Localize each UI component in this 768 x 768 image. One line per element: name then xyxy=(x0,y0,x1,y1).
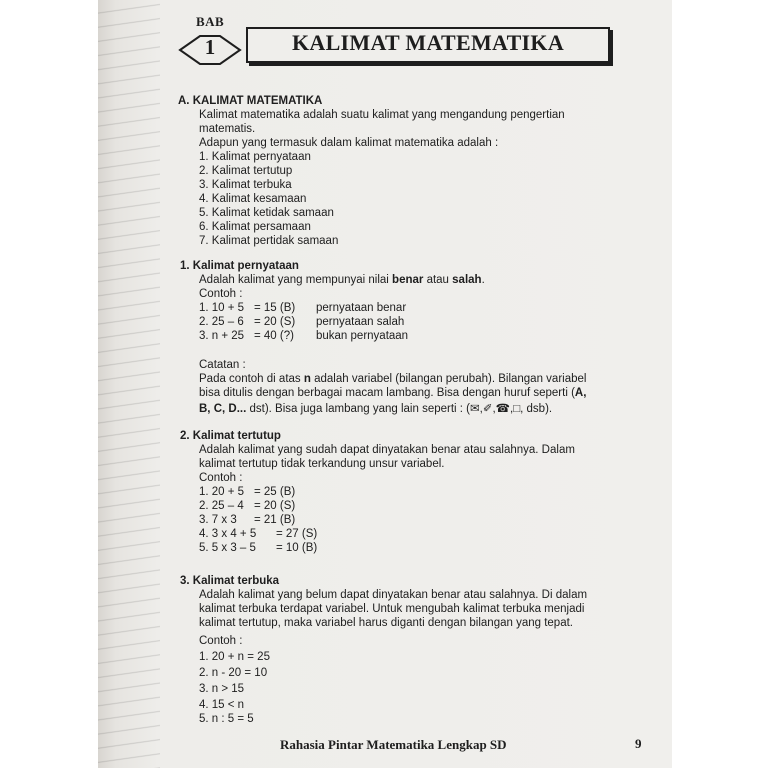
example-note: pernyataan salah xyxy=(316,316,405,328)
example-result: = 27 (S) xyxy=(276,528,318,540)
example-result: = 10 (B) xyxy=(276,542,318,554)
section-a-line: Adapun yang termasuk dalam kalimat matematika adalah : xyxy=(199,137,499,149)
example-equation: 5. n : 5 = 5 xyxy=(199,713,254,725)
list-item: 1. Kalimat pernyataan xyxy=(199,151,311,163)
bab-label: BAB xyxy=(196,14,225,29)
example-equation: 3. n > 15 xyxy=(199,683,245,695)
catatan-text: dsb). xyxy=(523,403,553,415)
example-result: = 25 (B) xyxy=(254,486,296,498)
section-3-line: Adalah kalimat yang belum dapat dinyatakan benar atau salahnya. Di dalam xyxy=(199,589,588,601)
section-2-heading: 2. Kalimat tertutup xyxy=(180,430,281,442)
list-item: 4. Kalimat kesamaan xyxy=(199,193,307,205)
book-page xyxy=(98,0,672,768)
definition-text: atau xyxy=(423,274,453,286)
catatan-text: adalah variabel (bilangan perubah). Bilangan variabel xyxy=(310,373,587,385)
example-result: = 20 (S) xyxy=(254,316,296,328)
section-a-line: Kalimat matematika adalah suatu kalimat yang mengandung pengertian xyxy=(199,109,565,121)
catatan-label: Catatan : xyxy=(199,359,246,371)
example-expression: 2. 25 – 4 xyxy=(199,500,244,512)
list-item: 7. Kalimat pertidak samaan xyxy=(199,235,339,247)
example-result: = 20 (S) xyxy=(254,500,296,512)
chapter-title: KALIMAT MATEMATIKA xyxy=(291,30,565,55)
section-3-line: kalimat terbuka terdapat variabel. Untuk mengubah kalimat terbuka menjadi xyxy=(199,603,585,615)
section-3-line: kalimat tertutup, maka variabel harus diganti dengan bilangan yang tepat. xyxy=(199,617,573,629)
list-item: 6. Kalimat persamaan xyxy=(199,221,311,233)
section-3-heading: 3. Kalimat terbuka xyxy=(180,575,280,587)
example-expression: 2. 25 – 6 xyxy=(199,316,244,328)
example-result: = 15 (B) xyxy=(254,302,296,314)
definition-text: Adalah kalimat yang mempunyai nilai xyxy=(199,274,393,286)
list-item: 5. Kalimat ketidak samaan xyxy=(199,207,334,219)
definition-text: . xyxy=(481,274,485,286)
page-number: 9 xyxy=(635,736,642,751)
contoh-label: Contoh : xyxy=(199,472,243,484)
example-expression: 1. 20 + 5 xyxy=(199,486,245,498)
contoh-label: Contoh : xyxy=(199,635,243,647)
section-2-line: kalimat tertutup tidak terkandung unsur variabel. xyxy=(199,458,445,470)
example-note: pernyataan benar xyxy=(316,302,407,314)
variable-symbols: ✉,✐,☎,□, xyxy=(470,403,524,415)
section-1-definition xyxy=(199,274,485,286)
list-item: 2. Kalimat tertutup xyxy=(199,165,293,177)
catatan-text: dst). Bisa juga lambang yang lain seperti : ( xyxy=(246,403,471,415)
example-note: bukan pernyataan xyxy=(316,330,409,342)
section-2-line: Adalah kalimat yang sudah dapat dinyatakan benar atau salahnya. Dalam xyxy=(199,444,575,456)
list-item: 3. Kalimat terbuka xyxy=(199,179,292,191)
variable-letters: B, C, D... xyxy=(199,403,247,415)
example-expression: 4. 3 x 4 + 5 xyxy=(199,528,257,540)
variable-letters: A, xyxy=(574,387,587,399)
definition-salah: salah xyxy=(452,274,482,286)
example-expression: 3. n + 25 xyxy=(199,330,245,342)
catatan-line xyxy=(199,401,552,415)
variable-n: n xyxy=(303,373,311,385)
catatan-line xyxy=(199,373,586,385)
catatan-text: Pada contoh di atas xyxy=(199,373,304,385)
contoh-label: Contoh : xyxy=(199,288,243,300)
section-1-heading: 1. Kalimat pernyataan xyxy=(180,260,299,272)
example-expression: 1. 10 + 5 xyxy=(199,302,245,314)
chapter-number: 1 xyxy=(204,35,216,59)
example-equation: 2. n - 20 = 10 xyxy=(199,667,268,679)
catatan-line xyxy=(199,387,586,399)
section-a-heading: A. KALIMAT MATEMATIKA xyxy=(178,95,323,107)
example-equation: 4. 15 < n xyxy=(199,699,245,711)
book-title-footer: Rahasia Pintar Matematika Lengkap SD xyxy=(280,737,507,752)
example-result: = 40 (?) xyxy=(254,330,294,342)
example-expression: 5. 5 x 3 – 5 xyxy=(199,542,256,554)
section-a-line: matematis. xyxy=(199,123,256,135)
example-expression: 3. 7 x 3 xyxy=(199,514,237,526)
example-equation: 1. 20 + n = 25 xyxy=(199,651,270,663)
example-result: = 21 (B) xyxy=(254,514,296,526)
definition-benar: benar xyxy=(392,274,424,286)
catatan-text: bisa ditulis dengan berbagai macam lambang. Bisa dengan huruf seperti ( xyxy=(199,387,575,399)
page-edge-shadow xyxy=(98,0,160,768)
